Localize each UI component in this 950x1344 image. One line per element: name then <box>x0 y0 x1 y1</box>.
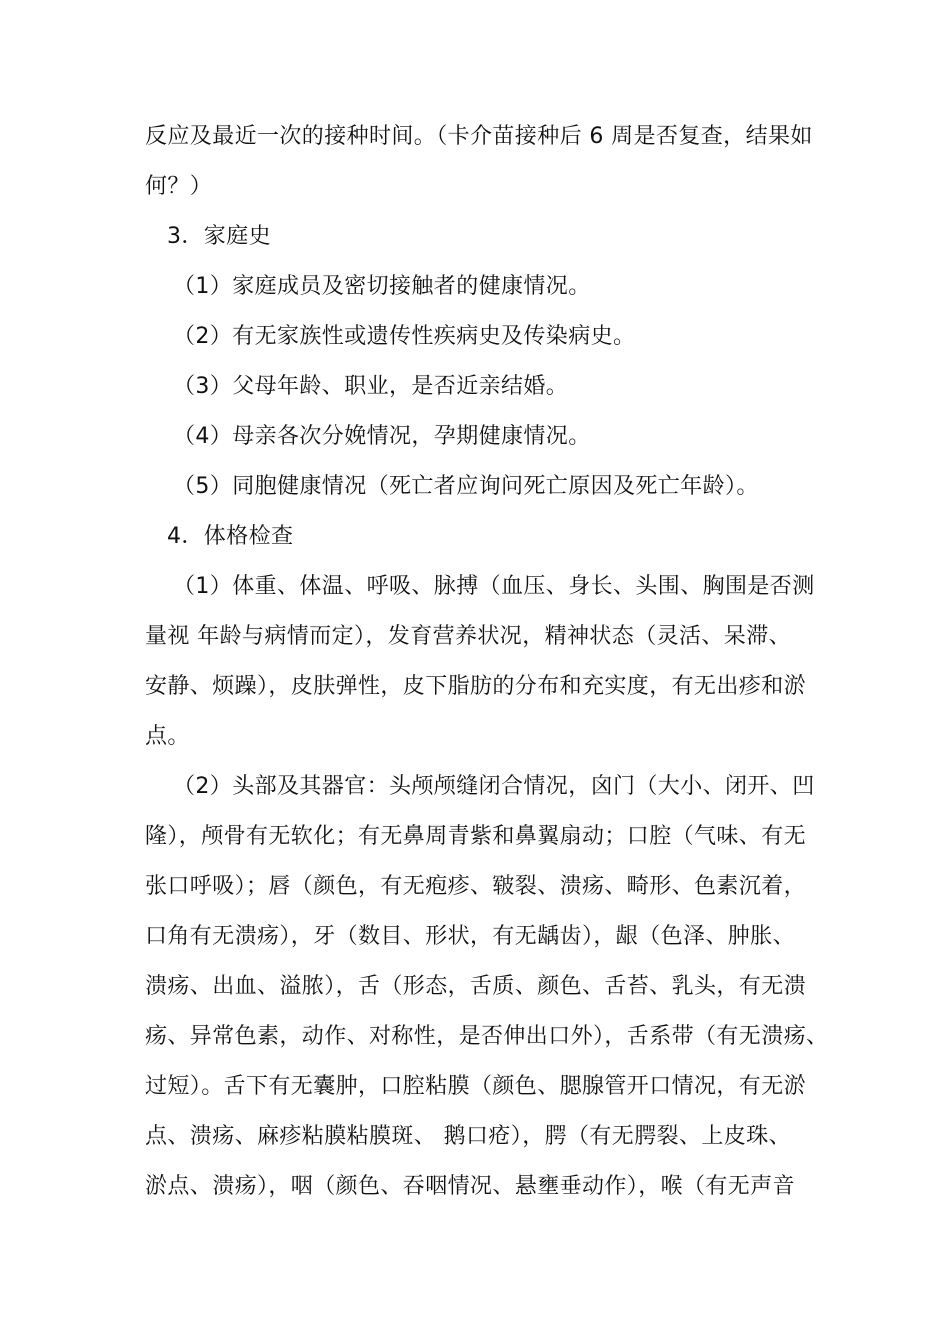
list-item: （1）家庭成员及密切接触者的健康情况。 <box>173 274 591 299</box>
list-item: （4）母亲各次分娩情况，孕期健康情况。 <box>173 424 591 449</box>
list-item: （5）同胞健康情况（死亡者应询问死亡原因及死亡年龄）。 <box>173 474 759 499</box>
body-text-line: 点。 <box>145 724 190 749</box>
body-text-line: 口角有无溃疡），牙（数目、形状，有无龋齿），龈（色泽、肿胀、 <box>145 924 796 949</box>
list-item: （3）父母年龄、职业，是否近亲结婚。 <box>173 374 569 399</box>
body-text-line: （2）头部及其器官：头颅颅缝闭合情况，囟门（大小、闭开、凹 <box>173 774 815 799</box>
section-heading-family-history: 3．家庭史 <box>167 224 271 249</box>
body-text-line: 隆），颅骨有无软化；有无鼻周青紫和鼻翼扇动；口腔（气味、有无 <box>145 824 807 849</box>
body-text-line: 反应及最近一次的接种时间。（卡介苗接种后 6 周是否复查，结果如 <box>145 124 813 149</box>
section-heading-physical-exam: 4．体格检查 <box>167 524 294 549</box>
body-text-line: 点、溃疡、麻疹粘膜粘膜斑、 鹅口疮），腭（有无腭裂、上皮珠、 <box>145 1124 791 1149</box>
body-text-line: 安静、烦躁），皮肤弹性，皮下脂肪的分布和充实度，有无出疹和淤 <box>145 674 807 699</box>
body-text-line: 淤点、溃疡），咽（颜色、吞咽情况、悬壅垂动作），喉（有无声音 <box>145 1174 796 1199</box>
body-text-line: 疡、异常色素，动作、对称性，是否伸出口外），舌系带（有无溃疡、 <box>145 1024 829 1049</box>
body-text-line: 量视 年龄与病情而定），发育营养状况，精神状态（灵活、呆滞、 <box>145 624 791 649</box>
list-item: （2）有无家族性或遗传性疾病史及传染病史。 <box>173 324 636 349</box>
body-text-line: 溃疡、出血、溢脓），舌（形态，舌质、颜色、舌苔、乳头，有无溃 <box>145 974 807 999</box>
body-text-line: 何？） <box>145 174 213 199</box>
body-text-line: 张口呼吸）；唇（颜色，有无疱疹、皲裂、溃疡、畸形、色素沉着， <box>145 874 807 899</box>
body-text-line: 过短）。舌下有无囊肿，口腔粘膜（颜色、腮腺管开口情况，有无淤 <box>145 1074 807 1099</box>
body-text-line: （1）体重、体温、呼吸、脉搏（血压、身长、头围、胸围是否测 <box>173 574 815 599</box>
